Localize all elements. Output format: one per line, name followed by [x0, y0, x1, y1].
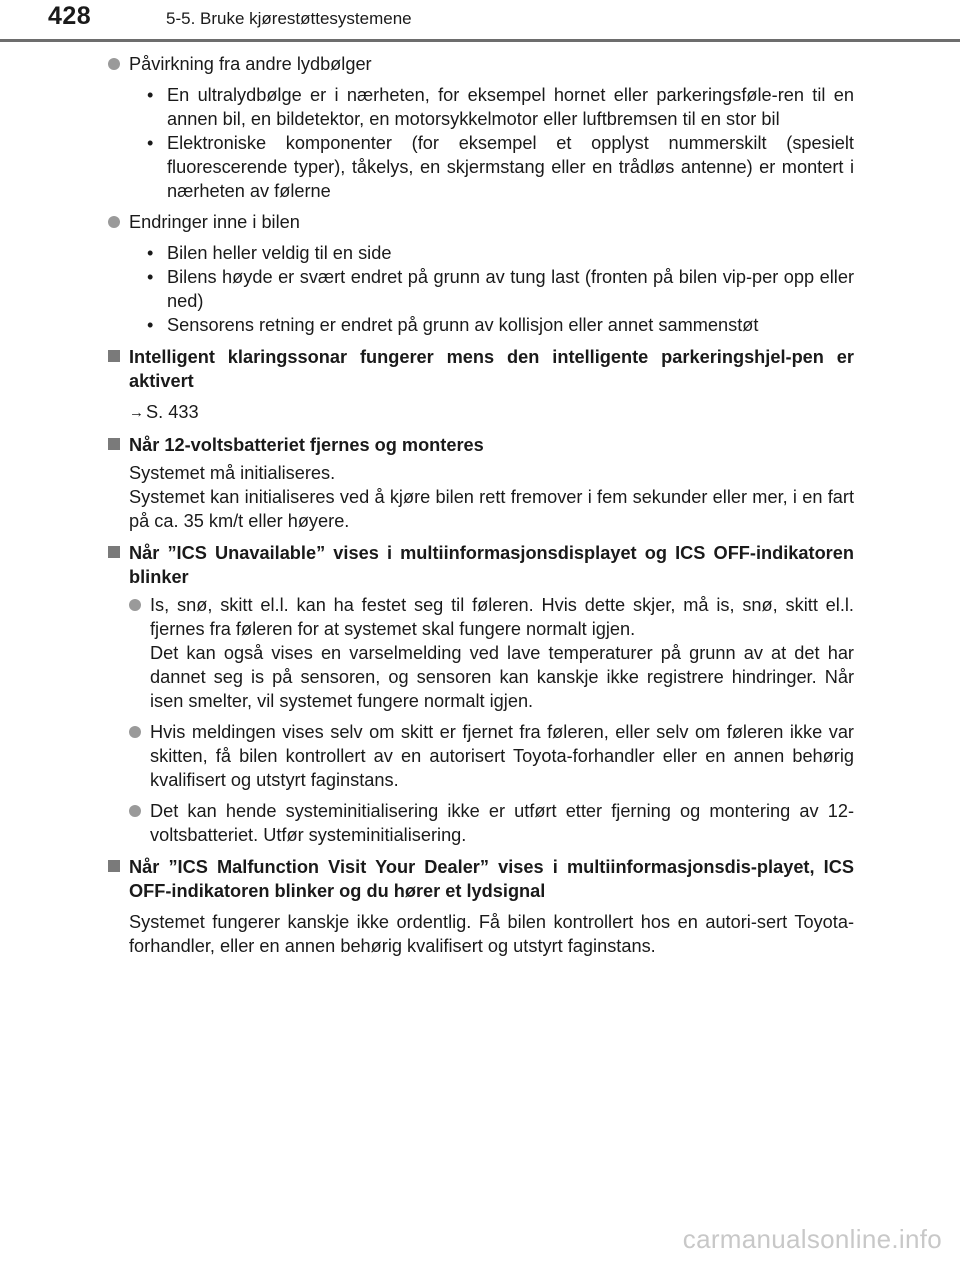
bullet-dot-icon	[129, 805, 141, 817]
heading-ics-unavailable: Når ”ICS Unavailable” vises i multiinformasjonsdisplayet og ICS OFF-indikatoren blinker	[108, 541, 854, 589]
page-reference-link[interactable]: S. 433	[146, 402, 199, 422]
bullet-ice-snow: Is, snø, skitt el.l. kan ha festet seg til føleren. Hvis dette skjer, må is, snø, skitt el.l. fjernes fra føleren for at systemet skal fungere normalt igjen. Det kan også vises en varselmelding ved lave temperaturer på grunn av at det har dannet seg is på sensoren, og sensoren kan kanskje ikke registrere hindringer. Når isen smelter, vil systemet fungere normalt igjen.	[129, 593, 854, 713]
page-number: 428	[48, 2, 92, 30]
body-text: Systemet fungerer kanskje ikke ordentlig. Få bilen kontrollert hos en autori-sert Toyota-forhandler, eller en annen behørig kvalifisert og utstyrt faginstans.	[129, 912, 854, 956]
heading-square-icon	[108, 860, 120, 872]
list-item: • Bilens høyde er svært endret på grunn av tung last (fronten på bilen vip-per opp eller ned)	[147, 267, 854, 311]
bullet-message-persists: Hvis meldingen vises selv om skitt er fjernet fra føleren, eller selv om føleren ikke var skitten, få bilen kontrollert av en autorisert Toyota-forhandler eller en annen behørig kvalifisert og utstyrt faginstans.	[129, 720, 854, 792]
body-text: Systemet må initialiseres.	[129, 463, 336, 483]
bullet-initialization: Det kan hende systeminitialisering ikke er utført etter fjerning og montering av 12-voltsbatteriet. Utfør systeminitialisering.	[129, 799, 854, 847]
page-content	[108, 52, 854, 958]
bullet-dot-icon	[108, 216, 120, 228]
section-title: 5-5. Bruke kjørestøttesystemene	[166, 9, 412, 28]
sub-list	[108, 83, 854, 203]
bullet-text: Påvirkning fra andre lydbølger	[129, 54, 372, 74]
body-text: Systemet kan initialiseres ved å kjøre bilen rett fremover i fem sekunder eller mer, i en fart på ca. 35 km/t eller høyere.	[129, 487, 854, 531]
sub-list	[108, 241, 854, 337]
bullet-text: Endringer inne i bilen	[129, 212, 300, 232]
bullet-vehicle-changes	[108, 210, 854, 234]
list-item: • En ultralydbølge er i nærheten, for eksempel hornet eller parkeringsføle-ren til en annen bil, en bildetektor, en motorsykkelmotor eller luftbremsen til en stor bil	[147, 85, 854, 129]
header-rule	[0, 39, 960, 42]
heading-square-icon	[108, 350, 120, 362]
watermark: carmanualsonline.info	[682, 1224, 942, 1254]
heading-ics-malfunction: Når ”ICS Malfunction Visit Your Dealer” vises i multiinformasjonsdis-playet, ICS OFF-indikatoren blinker og du hører et lydsignal	[108, 855, 854, 903]
heading-battery: Når 12-voltsbatteriet fjernes og monteres	[108, 433, 854, 457]
heading-square-icon	[108, 546, 120, 558]
list-item: • Bilen heller veldig til en side	[147, 243, 392, 263]
bullet-dot-icon	[129, 726, 141, 738]
heading-square-icon	[108, 438, 120, 450]
arrow-right-icon: →	[129, 404, 144, 421]
page-header	[0, 0, 960, 44]
bullet-dot-icon	[129, 599, 141, 611]
page-reference	[108, 400, 854, 425]
list-item: • Elektroniske komponenter (for eksempel et opplyst nummerskilt (spesielt fluorescerende typer), tåkelys, en skjermstang eller en trådløs antenne) er montert i nærheten av følerne	[147, 133, 854, 201]
list-item: • Sensorens retning er endret på grunn av kollisjon eller annet sammenstøt	[147, 315, 759, 335]
bullet-dot-icon	[108, 58, 120, 70]
bullet-other-sound-waves	[108, 52, 854, 76]
heading-parking-assist: Intelligent klaringssonar fungerer mens den intelligente parkeringshjel-pen er aktivert	[108, 345, 854, 393]
